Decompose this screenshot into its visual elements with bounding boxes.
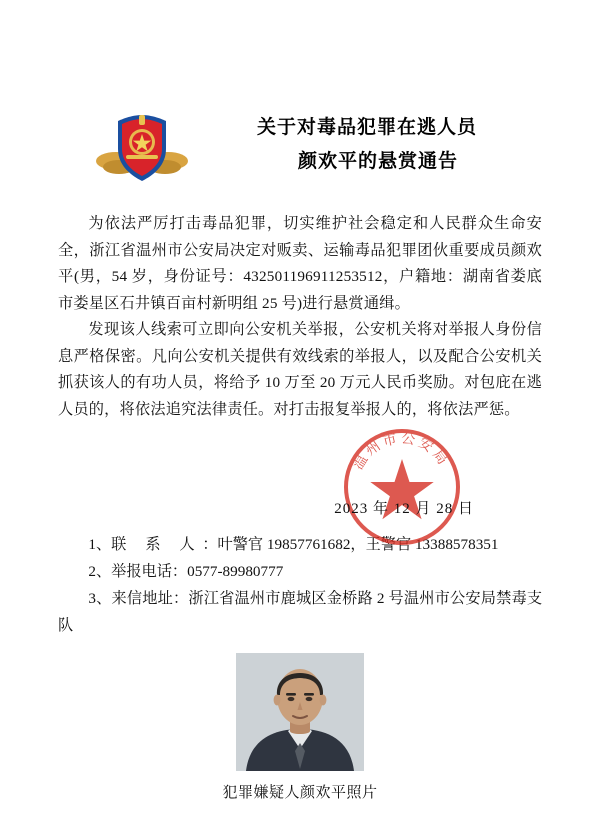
paragraph-2: 发现该人线索可立即向公安机关举报，公安机关将对举报人身份信息严格保密。凡向公安机关提供有效线索的举报人，以及配合公安机关抓获该人的有功人员，将给予 10 万至 20 万元人民币奖励。对包庇在逃人员的，将依法追究法律责任。对打击报复举报人的，将依法严惩。 — [58, 321, 542, 418]
contact-sep-3: ： — [173, 590, 189, 607]
contact-index-3: 3、 — [88, 590, 112, 607]
svg-text:温州市公安局: 温州市公安局 — [351, 431, 452, 473]
contact-row — [58, 585, 542, 639]
contact-label-2: 举报电话 — [111, 563, 172, 580]
suspect-photo — [236, 653, 364, 771]
contact-value-1: 叶警官 19857761682，王警官 13388578351 — [217, 536, 499, 553]
contact-sep-1: ： — [202, 536, 218, 553]
contact-list — [58, 531, 542, 639]
contact-value-2: 0577-89980777 — [187, 563, 284, 580]
issue-date: 2023 年 12 月 28 日 — [334, 501, 474, 517]
contact-row — [58, 531, 542, 558]
paragraph-1: 为依法严厉打击毒品犯罪，切实维护社会稳定和人民群众生命安全，浙江省温州市公安局决定对贩卖、运输毒品犯罪团伙重要成员颜欢平(男，54 岁，身份证号：432501196911253512，户籍地：湖南省娄底市娄星区石井镇百亩村新明组 25 号)进行悬赏通缉。 — [58, 215, 542, 312]
document-body — [58, 211, 542, 423]
contact-index-1: 1、 — [88, 536, 112, 553]
stamp-area — [58, 429, 542, 525]
title-block — [188, 105, 542, 179]
contact-label-3: 来信地址 — [111, 590, 174, 607]
contact-sep-2: ： — [171, 563, 188, 580]
contact-row — [58, 558, 542, 585]
official-red-seal-icon — [336, 421, 468, 553]
photo-caption: 犯罪嫌疑人颜欢平照片 — [222, 785, 378, 801]
police-emblem-icon — [96, 109, 188, 187]
contact-label-1: 联 系 人 — [111, 536, 203, 553]
document-title-line-2: 颜欢平的悬赏通告 — [297, 151, 458, 172]
document-header — [58, 0, 542, 185]
contact-index-2: 2、 — [88, 563, 112, 580]
photo-block — [58, 653, 542, 802]
document-title-line-1: 关于对毒品犯罪在逃人员 — [256, 117, 477, 138]
contact-value-3: 浙江省温州市鹿城区金桥路 2 号温州市公安局禁毒支队 — [58, 590, 543, 634]
